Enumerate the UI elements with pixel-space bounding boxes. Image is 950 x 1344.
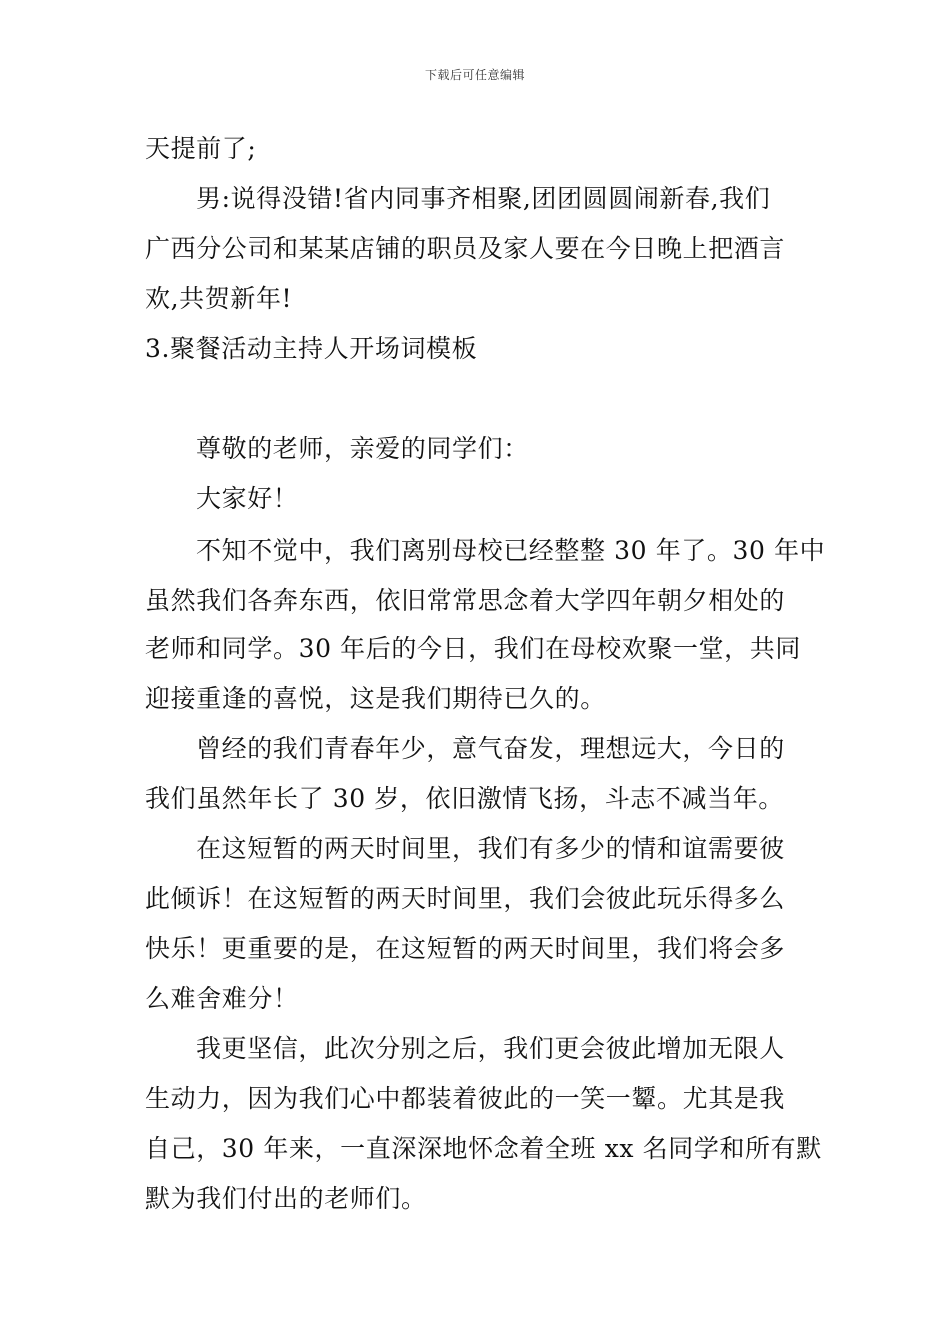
text-line: 在这短暂的两天时间里，我们有多少的情和谊需要彼 [196,834,785,863]
page-header-note: 下载后可任意编辑 [424,68,525,82]
text-line: 我更坚信，此次分别之后，我们更会彼此增加无限人 [196,1034,785,1063]
text-line: 大家好！ [196,484,299,513]
text-line: 生动力，因为我们心中都装着彼此的一笑一颦。尤其是我 [145,1084,786,1113]
text-line: 自己，30 年来，一直深深地怀念着全班 xx 名同学和所有默 [145,1134,822,1163]
text-line: 快乐！更重要的是，在这短暂的两天时间里，我们将会多 [145,934,786,963]
text-line: 天提前了; [145,134,257,163]
text-line: 我们虽然年长了 30 岁，依旧激情飞扬，斗志不减当年。 [145,784,784,813]
text-line: 此倾诉！在这短暂的两天时间里，我们会彼此玩乐得多么 [145,884,786,913]
section-heading: 3.聚餐活动主持人开场词模板 [145,334,478,363]
text-line: 迎接重逢的喜悦，这是我们期待已久的。 [145,684,606,713]
text-line: 广西分公司和某某店铺的职员及家人要在今日晚上把酒言 [145,234,786,263]
text-line: 曾经的我们青春年少，意气奋发，理想远大，今日的 [196,734,785,763]
text-line: 男:说得没错!省内同事齐相聚,团团圆圆闹新春,我们 [196,184,771,213]
text-line: 尊敬的老师，亲爱的同学们： [196,434,529,463]
text-line: 欢,共贺新年! [145,284,293,313]
text-line: 默为我们付出的老师们。 [145,1184,427,1213]
text-line: 不知不觉中，我们离别母校已经整整 30 年了。30 年中 [196,536,826,565]
text-line: 虽然我们各奔东西，依旧常常思念着大学四年朝夕相处的 [145,586,786,615]
text-line: 么难舍难分！ [145,984,299,1013]
text-line: 老师和同学。30 年后的今日，我们在母校欢聚一堂，共同 [145,634,801,663]
